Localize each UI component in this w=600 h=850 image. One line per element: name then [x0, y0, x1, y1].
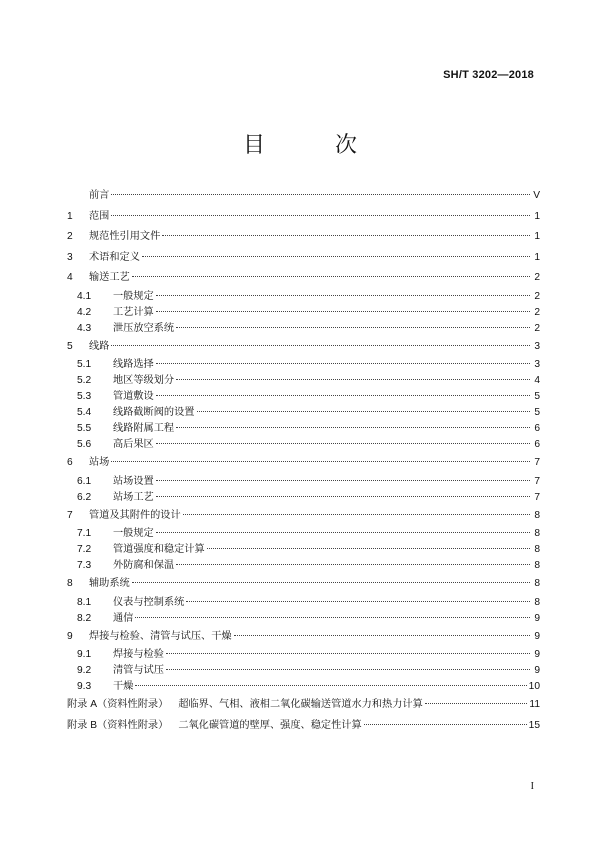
toc-entry-number: 6	[67, 457, 73, 468]
toc-entry-label: 地区等级划分	[113, 375, 175, 386]
toc-entry[interactable]	[66, 611, 540, 627]
dot-leader	[111, 345, 530, 346]
toc-entry-page: V	[533, 190, 540, 201]
toc-entry-label: 通信	[113, 612, 134, 624]
toc-entry[interactable]	[66, 663, 540, 679]
dot-leader	[142, 256, 530, 257]
toc-entry-number: 附录 B（资料性附录）	[67, 719, 169, 731]
toc-entry-page: 8	[534, 596, 540, 608]
toc-entry[interactable]	[66, 357, 540, 373]
toc-entry-number: 4	[67, 272, 73, 283]
toc-entry-number: 7.2	[77, 544, 92, 555]
toc-entry-label: 干燥	[113, 681, 134, 692]
toc-entry[interactable]	[66, 305, 540, 321]
toc-entry-label: 焊接与检验	[113, 649, 164, 660]
toc-entry[interactable]	[66, 647, 540, 663]
toc-entry[interactable]	[66, 558, 540, 574]
toc-entry-page: 7	[534, 491, 540, 503]
toc-entry[interactable]	[66, 289, 540, 305]
toc-entry-page: 2	[534, 272, 540, 283]
toc-entry-page: 8	[534, 560, 540, 571]
toc-entry[interactable]	[66, 389, 540, 405]
toc-entry-label: 焊接与检验、清管与试压、干燥	[89, 630, 232, 642]
dot-leader	[176, 427, 530, 428]
toc-entry-page: 1	[534, 210, 540, 222]
toc-entry-number: 8.1	[77, 596, 92, 608]
toc-entry-number: 4.2	[77, 306, 92, 318]
toc-entry[interactable]	[66, 405, 540, 421]
toc-entry-page: 7	[534, 457, 540, 468]
toc-entry-page: 1	[534, 231, 540, 242]
toc-entry-label: 前言	[89, 190, 110, 201]
toc-entry-label: 管道敷设	[113, 391, 154, 402]
toc-entry-page: 3	[534, 359, 540, 370]
toc-entry-number: 6.2	[77, 491, 92, 503]
toc-entry-page: 1	[534, 251, 540, 263]
dot-leader	[425, 703, 528, 704]
toc-entry-number: 4.1	[77, 290, 92, 302]
toc-entry-label: 线路选择	[113, 359, 154, 370]
dot-leader	[156, 363, 530, 364]
toc-entry-label: 站场	[89, 457, 110, 468]
dot-leader	[156, 532, 530, 533]
toc-entry[interactable]	[66, 321, 540, 337]
toc-entry-number: 7	[67, 509, 73, 521]
toc-entry[interactable]	[66, 186, 540, 207]
toc-entry[interactable]	[66, 437, 540, 453]
toc-entry-page: 9	[534, 612, 540, 624]
toc-entry-number: 9.3	[77, 681, 92, 692]
toc-entry-page: 5	[534, 407, 540, 418]
toc-entry-label: 仪表与控制系统	[113, 596, 185, 608]
toc-entry[interactable]	[66, 268, 540, 289]
toc-entry[interactable]	[66, 207, 540, 228]
toc-entry-page: 15	[528, 719, 540, 731]
toc-entry[interactable]	[66, 679, 540, 695]
toc-entry-page: 4	[534, 375, 540, 386]
toc-entry-label: 二氧化碳管道的壁厚、强度、稳定性计算	[178, 719, 362, 731]
toc-entry-number: 5	[67, 340, 73, 352]
toc-entry-label: 管道及其附件的设计	[89, 509, 181, 521]
toc-entry-label: 规范性引用文件	[89, 231, 161, 242]
toc-entry[interactable]	[66, 421, 540, 437]
toc-entry-page: 6	[534, 423, 540, 434]
dot-leader	[176, 327, 530, 328]
toc-entry-number: 7.3	[77, 560, 92, 571]
toc-entry-label: 泄压放空系统	[113, 322, 175, 334]
page-title: 目 次	[242, 133, 381, 158]
toc-entry-page: 8	[534, 528, 540, 539]
toc-entry-number: 5.5	[77, 423, 92, 434]
toc-entry-number: 5.4	[77, 407, 92, 418]
dot-leader	[156, 443, 530, 444]
toc-entry-label: 管道强度和稳定计算	[113, 544, 205, 555]
dot-leader	[234, 635, 530, 636]
toc-entry[interactable]	[66, 627, 540, 648]
toc-entry[interactable]	[66, 526, 540, 542]
dot-leader	[156, 496, 530, 497]
toc-entry-label: 站场设置	[113, 475, 154, 487]
toc-entry[interactable]	[66, 337, 540, 358]
toc-entry-label: 辅助系统	[89, 578, 130, 589]
toc-entry-label: 术语和定义	[89, 251, 140, 263]
toc-entry-label: 输送工艺	[89, 272, 130, 283]
toc-entry-number: 5.3	[77, 391, 92, 402]
dot-leader	[135, 617, 530, 618]
toc-entry-label: 线路	[89, 340, 110, 352]
dot-leader	[132, 582, 530, 583]
toc-entry-number: 附录 A（资料性附录）	[67, 699, 169, 710]
toc-entry[interactable]	[66, 574, 540, 595]
toc-entry-number: 9.1	[77, 649, 92, 660]
toc-entry-number: 5.2	[77, 375, 92, 386]
toc-entry-label: 超临界、气相、液相二氧化碳输送管道水力和热力计算	[178, 699, 423, 710]
toc-entry-label: 站场工艺	[113, 491, 154, 503]
toc-entry-number: 6.1	[77, 475, 92, 487]
toc-entry-number: 5.6	[77, 439, 92, 450]
dot-leader	[162, 235, 530, 236]
dot-leader	[207, 548, 530, 549]
toc-entry-label: 外防腐和保温	[113, 560, 175, 571]
dot-leader	[166, 653, 530, 654]
dot-leader	[156, 311, 530, 312]
dot-leader	[156, 295, 530, 296]
dot-leader	[197, 411, 531, 412]
toc-entry[interactable]	[66, 474, 540, 490]
dot-leader	[156, 480, 530, 481]
toc-entry[interactable]	[66, 227, 540, 248]
dot-leader	[176, 564, 530, 565]
toc-entry[interactable]	[66, 453, 540, 474]
toc-entry-page: 8	[534, 578, 540, 589]
toc-entry-page: 9	[534, 665, 540, 676]
toc-entry-label: 一般规定	[113, 290, 154, 302]
toc-entry[interactable]	[66, 373, 540, 389]
page-number: I	[530, 781, 534, 792]
toc-entry-page: 5	[534, 391, 540, 402]
toc-entry[interactable]	[66, 248, 540, 269]
toc-entry[interactable]	[66, 506, 540, 527]
dot-leader	[176, 379, 530, 380]
toc-entry-label: 范围	[89, 210, 110, 222]
dot-leader	[186, 601, 530, 602]
toc-entry-page: 6	[534, 439, 540, 450]
toc-entry-page: 2	[534, 322, 540, 334]
toc-entry[interactable]	[66, 595, 540, 611]
dot-leader	[364, 724, 527, 725]
dot-leader	[166, 669, 530, 670]
dot-leader	[132, 276, 530, 277]
toc-entry-page: 3	[534, 340, 540, 352]
toc-entry-page: 2	[534, 290, 540, 302]
dot-leader	[135, 685, 526, 686]
table-of-contents	[66, 186, 540, 736]
toc-entry-page: 9	[534, 649, 540, 660]
toc-entry-label: 清管与试压	[113, 665, 164, 676]
dot-leader	[111, 215, 530, 216]
toc-entry-page: 11	[529, 699, 540, 710]
toc-entry-number: 8	[67, 578, 73, 589]
toc-entry-number: 3	[67, 251, 73, 263]
toc-entry-page: 7	[534, 475, 540, 487]
dot-leader	[156, 395, 530, 396]
toc-entry-page: 8	[534, 544, 540, 555]
toc-entry[interactable]	[66, 490, 540, 506]
toc-entry-page: 2	[534, 306, 540, 318]
toc-entry[interactable]	[66, 695, 540, 716]
toc-entry-number: 7.1	[77, 528, 92, 539]
toc-entry-label: 高后果区	[113, 439, 154, 450]
toc-entry-number: 1	[67, 210, 73, 222]
dot-leader	[111, 194, 530, 195]
toc-entry-number: 8.2	[77, 612, 92, 624]
toc-entry-label: 线路附属工程	[113, 423, 175, 434]
toc-entry-page: 10	[528, 681, 540, 692]
dot-leader	[111, 461, 530, 462]
toc-entry-number: 9	[67, 630, 73, 642]
toc-entry[interactable]	[66, 716, 540, 737]
toc-entry-label: 一般规定	[113, 528, 154, 539]
toc-entry-number: 2	[67, 231, 73, 242]
toc-entry-page: 8	[534, 509, 540, 521]
toc-entry-page: 9	[534, 630, 540, 642]
dot-leader	[183, 514, 530, 515]
toc-entry-number: 9.2	[77, 665, 92, 676]
toc-entry-label: 工艺计算	[113, 306, 154, 318]
toc-entry-label: 线路截断阀的设置	[113, 407, 195, 418]
toc-entry[interactable]	[66, 542, 540, 558]
toc-entry-number: 4.3	[77, 322, 92, 334]
standard-code: SH/T 3202—2018	[443, 69, 534, 81]
toc-entry-number: 5.1	[77, 359, 92, 370]
